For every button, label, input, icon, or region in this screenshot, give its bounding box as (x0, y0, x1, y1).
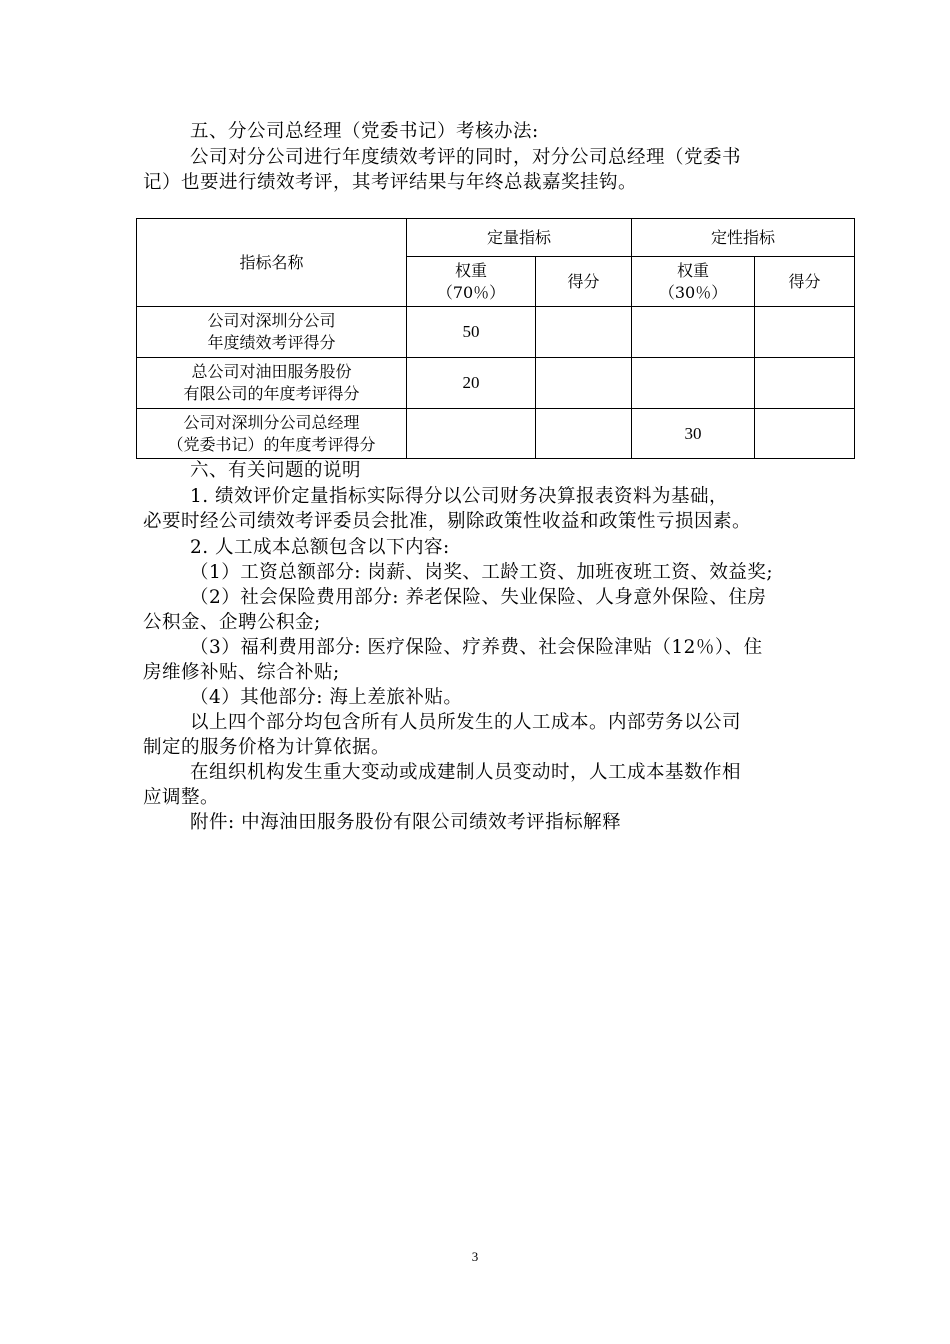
row-quant-weight (407, 409, 536, 459)
section6-item3-line1: （3）福利费用部分: 医疗保险、疗养费、社会保险津贴（12％）、住 (190, 637, 763, 658)
row-name-line: 公司对深圳分公司 (207, 311, 336, 330)
section6-p4-line1: 在组织机构发生重大变动或成建制人员变动时，人工成本基数作相 (190, 762, 742, 783)
header-indicator-name: 指标名称 (137, 219, 407, 307)
row-quant-weight: 20 (407, 358, 536, 409)
quant-weight-label: 权重 (454, 260, 487, 280)
row-qual-weight: 30 (632, 409, 755, 459)
section5-line2: 记）也要进行绩效考评，其考评结果与年终总裁嘉奖挂钩。 (143, 172, 638, 193)
row-name (137, 358, 407, 409)
page-number: 3 (471, 1249, 479, 1264)
section6-item2-line2: 公积金、企聘公积金; (143, 612, 321, 633)
attachment-note: 附件: 中海油田服务股份有限公司绩效考评指标解释 (190, 812, 622, 833)
section6-item4: （4）其他部分: 海上差旅补贴。 (190, 687, 463, 708)
section6-p1-line2: 必要时经公司绩效考评委员会批准，剔除政策性收益和政策性亏损因素。 (143, 511, 752, 532)
row-qual-score (755, 307, 855, 358)
header-quant-score: 得分 (536, 257, 632, 307)
evaluation-table (136, 218, 855, 459)
section6-p4-line2: 应调整。 (143, 787, 220, 808)
row-name (137, 409, 407, 459)
row-quant-weight: 50 (407, 307, 536, 358)
qual-weight-percent: （30％） (658, 282, 728, 302)
table-row (137, 358, 855, 409)
header-qualitative: 定性指标 (632, 219, 855, 257)
row-name-line: 有限公司的年度考评得分 (183, 384, 360, 403)
header-qual-score: 得分 (755, 257, 855, 307)
section5-title: 五、分公司总经理（党委书记）考核办法: (190, 121, 539, 142)
section6-item2-line1: （2）社会保险费用部分: 养老保险、失业保险、人身意外保险、住房 (190, 587, 767, 608)
section6-p2: 2. 人工成本总额包含以下内容: (190, 537, 450, 558)
section6-p3-line1: 以上四个部分均包含所有人员所发生的人工成本。内部劳务以公司 (190, 712, 742, 733)
row-name (137, 307, 407, 358)
section6-p3-line2: 制定的服务价格为计算依据。 (143, 737, 391, 758)
section6-item3-line2: 房维修补贴、综合补贴; (143, 662, 340, 683)
header-quant-weight (407, 257, 536, 307)
table-row (137, 409, 855, 459)
table-row (137, 307, 855, 358)
row-name-line: （党委书记）的年度考评得分 (167, 434, 376, 454)
section6-item1: （1）工资总额部分: 岗薪、岗奖、工龄工资、加班夜班工资、效益奖; (190, 562, 774, 583)
header-qual-weight (632, 257, 755, 307)
row-quant-score (536, 358, 632, 409)
section6-title: 六、有关问题的说明 (190, 460, 362, 481)
row-quant-score (536, 307, 632, 358)
row-name-line: 公司对深圳分公司总经理 (183, 412, 360, 432)
row-name-line: 总公司对油田服务股份 (191, 362, 352, 381)
section5-line1: 公司对分公司进行年度绩效考评的同时，对分公司总经理（党委书 (190, 147, 742, 168)
section6-p1-line1: 1. 绩效评价定量指标实际得分以公司财务决算报表资料为基础， (190, 486, 729, 507)
row-qual-score (755, 358, 855, 409)
quant-weight-percent: （70％） (436, 282, 506, 302)
row-quant-score (536, 409, 632, 459)
row-qual-score (755, 409, 855, 459)
qual-weight-label: 权重 (677, 260, 710, 280)
row-qual-weight (632, 307, 755, 358)
header-quantitative: 定量指标 (407, 219, 632, 257)
row-qual-weight (632, 358, 755, 409)
row-name-line: 年度绩效考评得分 (207, 333, 336, 352)
